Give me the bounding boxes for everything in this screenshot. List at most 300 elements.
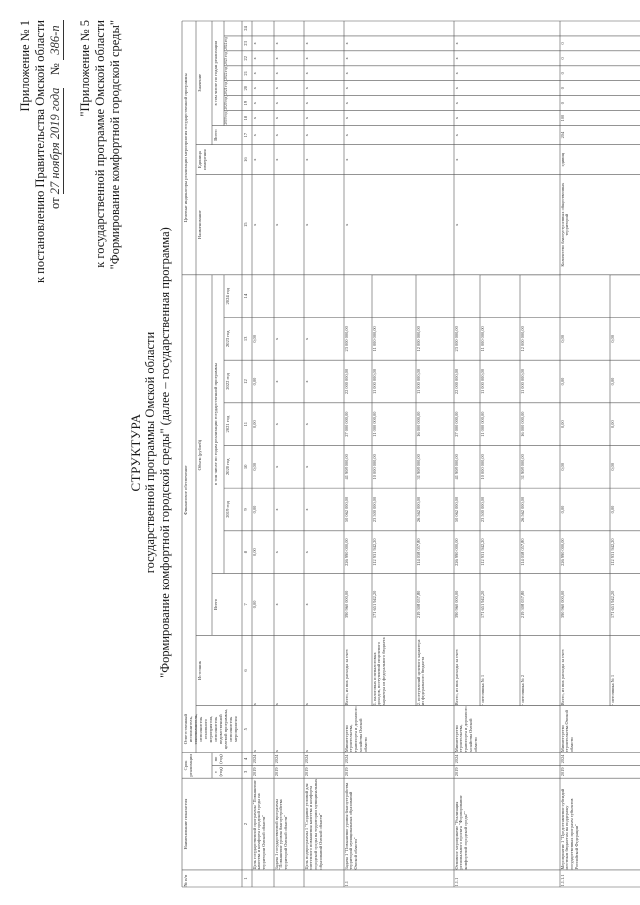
row-total-text: 219 308 057,80 [415,590,421,619]
title-line-3: "Формирование комфортной городской среды" (далее – государственная программа) [158,227,172,678]
row-year-value-text: 0,00 [609,377,615,386]
row-unit-text: единиц [559,152,565,167]
header-from-text: с (год) [212,767,223,777]
row-year-value-text: х [303,508,309,511]
row-name [561,779,610,870]
row-year-value-text: х [273,380,279,383]
row-unit-text: х [303,158,309,161]
header-value-year-text: 2023 год [223,51,228,65]
column-number [243,275,252,317]
row-year-value [305,446,344,488]
row-unit-text: х [273,158,279,161]
column-number-text: 6 [242,669,248,672]
row-to [345,753,372,765]
row-value-total [305,126,344,144]
row-executor [305,706,344,752]
row-source [373,636,416,705]
row-year-value [275,318,304,360]
header-year-text: 2023 год [224,330,230,348]
column-number-text: 23 [242,41,248,46]
column-number-text: 2 [242,822,248,826]
row-indicator-text: х [343,223,349,226]
column-number-text: 10 [242,464,248,470]
header-year [225,489,242,531]
row-indicator [305,175,344,274]
row-value-total-text: х [251,134,257,137]
row-value-year [275,96,304,110]
row-indicator-text: х [251,223,257,226]
column-number [243,111,252,125]
row-year-value-text: 0,00 [609,462,615,471]
header-to [213,753,242,765]
row-year-value [417,489,454,531]
row-from-text: 2019 [453,767,459,777]
row-to-text: 2024 [453,754,459,764]
column-number [243,145,252,174]
row-value-year [455,81,480,95]
annex-header [78,20,123,269]
header-name [183,779,242,870]
row-year-value [305,361,344,403]
row-year-value-text: х [273,551,279,554]
row-from [275,766,304,778]
row-name-text: Задача 1 "Повышение уровня благоустройства территорий муниципальных образований Омской области" [343,782,359,870]
row-year-value-text: 0,00 [609,505,615,514]
row-source-text: - источника № 1 [609,674,615,706]
row-executor [345,706,372,752]
header-value-year [225,66,242,80]
row-total-text: 171 651 942,20 [371,590,377,619]
row-year-value [481,446,520,488]
row-value-year [455,66,480,80]
title-structure: СТРУКТУРА [128,413,143,492]
row-year-value [521,531,560,573]
header-year [225,275,242,317]
header-year [225,403,242,445]
row-value-year-text: х [273,57,279,60]
row-year-value [345,489,372,531]
row-executor-text: Министерство строительства Омской области [559,710,575,753]
row-value-total [275,126,304,144]
row-unit-text: х [453,158,459,161]
column-number-text: 17 [242,132,248,138]
row-from [253,766,274,778]
row-source [521,636,560,705]
row-year-value [417,318,454,360]
column-number [243,318,252,360]
row-year-value [275,489,304,531]
row-total-text: 390 960 000,00 [453,590,459,619]
row-value-year [345,51,372,65]
row-value-year [455,51,480,65]
row-year-value [253,446,274,488]
row-year-value-text: 0,00 [251,334,257,343]
row-year-value-text: 226 990 000,00 [343,538,349,566]
column-number-text: 1 [242,877,248,880]
row-year-value [253,318,274,360]
row-year-value-text: 11 000 000,00 [371,411,377,437]
row-year-value [417,446,454,488]
row-executor [253,706,274,752]
row-value-year [305,51,344,65]
row-number-text: 1.1.1 [453,877,459,887]
row-source [253,636,274,705]
row-value-year [561,51,610,65]
row-year-value [481,361,520,403]
header-finance [183,275,196,705]
header-unit [197,145,242,174]
column-number-text: 7 [242,603,248,606]
row-value-year [455,96,480,110]
row-value-total [345,126,372,144]
column-number-text: 22 [242,56,248,61]
row-total [305,574,344,635]
row-value-year-text: х [251,102,257,105]
row-value-year-text: х [273,42,279,45]
document-title [128,0,173,905]
header-term-text: Срок реализации [182,754,193,777]
row-value-total [455,126,480,144]
row-year-value [481,531,520,573]
row-source-text: 1. налоговых и неналоговых доходов, поступлений нецелевого характера из федерального бюджета [371,637,387,706]
row-value-year-text: 0 [559,102,565,105]
row-year-value [345,361,372,403]
row-total-text: 219 308 057,80 [519,590,525,619]
header-value-year-text: 2019 год [223,111,228,125]
row-value-year-text: х [273,72,279,75]
row-value-year [561,96,610,110]
header-value-text: Значение [196,73,202,92]
row-year-value-text: 27 000 000,00 [343,411,349,437]
row-value-year-text: х [343,116,349,120]
row-year-value-text: 0,00 [251,377,257,386]
row-name-text: Цель государственной программы "Повышение качества и комфорта городской среды на территории Омской области" [251,780,267,870]
row-from-text: 2019 [273,767,279,777]
column-number-text: 11 [242,421,248,427]
row-value-year-text: х [303,57,309,60]
row-value-year-text: х [303,72,309,75]
header-indicator-name-text: Наименование [196,210,202,240]
row-year-value-text: 112 931 942,20 [371,538,377,566]
row-year-value [611,531,640,573]
row-year-value-text: х [303,337,309,340]
row-year-value [455,531,480,573]
row-year-value-text: 10 000 000,00 [479,454,485,480]
row-source-text: - источника № 2 [519,674,525,706]
column-number-text: 13 [242,336,248,342]
row-year-value-text: 0,00 [559,420,565,428]
row-year-value-text: 112 931 942,20 [609,538,615,566]
row-from-text: 2019 [559,767,565,777]
row-to-text: 2024 [343,754,349,764]
row-year-value-text: х [273,465,279,468]
row-name-text: Мероприятие 1 "Предоставление субсидий местным бюджетам на поддержку государственных программ субъектов Российской Федерации" [559,788,580,870]
row-to-text: 2024 [251,754,257,764]
row-year-value [561,446,610,488]
column-number-text: 16 [242,157,248,162]
row-year-value-text: 0,00 [609,420,615,428]
row-year-value-text: 114 058 057,80 [415,538,421,566]
row-name [253,779,274,870]
header-value-years [213,22,224,126]
row-year-value [561,361,610,403]
row-value-year-text: 0 [559,72,565,75]
row-year-value-text: 41 908 000,00 [343,454,349,480]
row-year-value-text: 114 058 057,80 [519,538,525,566]
header-year-text: 2024 год [224,287,230,305]
row-value-total-text: 204 [559,131,565,139]
column-number [243,66,252,80]
row-unit [253,145,274,174]
column-number [243,636,252,705]
row-year-value [305,403,344,445]
column-number [243,361,252,403]
header-indicators [183,22,196,275]
header-to-text: по (год) [212,754,223,764]
row-from [455,766,480,778]
row-value-total-text: х [453,134,459,137]
row-unit-text: х [251,158,257,161]
row-total [253,574,274,635]
row-value-year-text: х [343,42,349,45]
column-number [243,36,252,50]
row-year-value-text: х [303,465,309,468]
column-number [243,779,252,870]
annex-label: "Приложение № 5 [78,20,92,117]
row-source [561,636,610,705]
row-value-year [305,36,344,50]
row-to-text: 2024 [303,754,309,764]
row-year-value-text: 31 908 000,00 [415,454,421,480]
row-value-year [561,66,610,80]
row-value-year-text: х [343,102,349,105]
row-to [275,753,304,765]
row-value-year [561,36,610,50]
column-number [243,766,252,778]
row-value-year [455,36,480,50]
row-unit [275,145,304,174]
row-year-value-text: 41 908 000,00 [453,454,459,480]
row-year-value [521,489,560,531]
row-year-value [455,318,480,360]
header-year [225,446,242,488]
row-year-value [275,361,304,403]
row-value-year [253,111,274,125]
row-year-value-text: 0,00 [251,548,257,556]
header-no-text: № п/п [182,874,188,887]
header-amount-text: Объем (рублей) [196,439,202,471]
row-year-value [373,361,416,403]
row-to [305,753,344,765]
row-year-value [561,489,610,531]
row-value-year [305,96,344,110]
row-year-value-text: 27 000 000,00 [453,411,459,437]
row-value-year [561,81,610,95]
column-number-text: 18 [242,115,248,121]
row-year-value [373,318,416,360]
column-number [243,753,252,765]
row-year-value [481,318,520,360]
row-from [561,766,610,778]
header-name-text: Наименование показателя [182,798,188,850]
row-year-value [373,446,416,488]
row-year-value [253,489,274,531]
row-year-value [521,361,560,403]
row-value-year-text: 0 [559,42,565,45]
row-year-value-text: 0,00 [251,505,257,514]
row-value-year-text: х [453,57,459,60]
row-year-value [253,361,274,403]
row-year-value-text: 11 000 000,00 [415,368,421,395]
header-source [197,636,242,705]
row-total [345,574,372,635]
row-value-total-text: х [303,134,309,137]
row-year-value [345,446,372,488]
row-year-value-text: 23 000 000,00 [343,326,349,352]
row-year-value [611,361,640,403]
row-source [611,636,640,705]
row-total [275,574,304,635]
row-number [455,870,480,886]
row-year-value [611,446,640,488]
row-year-value-text: 112 931 942,20 [479,538,485,566]
header-total [213,574,242,635]
column-number-text: 4 [242,757,248,761]
header-value-year-text: 2021 год [223,81,228,95]
row-year-value-text: 0,00 [559,505,565,514]
column-number [243,574,252,635]
header-year [225,318,242,360]
header-term [183,753,212,778]
row-to-text: 2024 [559,754,565,764]
row-year-value [455,446,480,488]
row-year-value [253,531,274,573]
row-source [481,636,520,705]
row-year-value-text: 11 000 000,00 [519,368,525,395]
row-indicator-text: Количество благоустроенных общественных территорий [559,182,570,267]
row-indicator [253,175,274,274]
row-value-year-text: х [453,72,459,75]
row-value-year-text: х [251,87,257,90]
row-year-value [275,531,304,573]
row-to [455,753,480,765]
row-year-value [373,531,416,573]
row-source-text: 2. поступлений целевого характера из федерального бюджета [415,639,426,706]
column-number [243,446,252,488]
row-value-year [275,36,304,50]
row-year-value-text: 11 000 000,00 [371,326,377,352]
row-name [305,779,344,870]
row-value-year-text: х [343,57,349,60]
header-value-year [225,111,242,125]
row-value-year [253,81,274,95]
annex-program: к государственной программе Омской области [93,20,107,268]
row-source-text: Всего, из них расходы за счет: [559,648,565,706]
row-value-total-text: х [343,134,349,137]
row-year-value [455,489,480,531]
row-year-value-text: 11 000 000,00 [479,326,485,352]
row-source [275,636,304,705]
row-year-value [611,489,640,531]
row-total-text: 390 960 000,00 [343,590,349,619]
row-to-text: 2024 [273,754,279,764]
header-unit-text: Единица измерения [196,149,207,170]
row-value-year [345,111,372,125]
row-value-year-text: 0 [559,57,565,60]
row-indicator [275,175,304,274]
row-from [305,766,344,778]
row-indicator-text: х [273,223,279,226]
row-unit [305,145,344,174]
header-year-text: 2021 год [224,415,230,433]
row-year-value [521,318,560,360]
header-amount [197,275,212,634]
row-from-text: 2019 [343,767,349,777]
row-value-year-text: х [303,87,309,90]
row-executor-text: Министерство строительства, транспорта и дорожного хозяйства Омской области [453,706,478,753]
row-from [345,766,372,778]
row-executor [455,706,480,752]
row-executor-text: х [273,749,279,753]
row-value-year [345,81,372,95]
column-number [243,126,252,144]
row-year-value-text: 50 062 000,00 [343,496,349,523]
row-unit-text: х [343,158,349,161]
row-name-text: Основное мероприятие "Реализация регионального проекта "Формирование комфортной городской среды"" [453,795,469,870]
row-name [345,779,372,870]
row-indicator-text: х [303,223,309,226]
column-number-text: 5 [242,728,248,731]
row-year-value-text: 23 000 000,00 [453,326,459,352]
row-year-value-text: 10 000 000,00 [371,454,377,480]
column-number [243,531,252,573]
row-value-year-text: х [273,116,279,120]
row-year-value-text: 12 000 000,00 [415,326,421,352]
annex-program-name: "Формирование комфортной городской среды" [108,20,122,270]
row-year-value-text: х [273,337,279,340]
row-source-text: х [303,703,309,706]
row-year-value-text: х [303,423,309,426]
row-year-value [305,531,344,573]
row-year-value [611,403,640,445]
row-year-value-text: 226 990 000,00 [453,538,459,566]
row-to [561,753,610,765]
row-year-value [345,318,372,360]
header-value-year-text: 2024 год [223,36,228,50]
header-indicators-text: Целевые индикаторы реализации мероприятия государственной программы [182,73,188,223]
row-total [561,574,610,635]
column-number [243,489,252,531]
header-source-text: Источник [196,661,202,680]
header-no [183,870,242,886]
header-from [213,766,242,778]
row-year-value [345,531,372,573]
header-value-year [225,36,242,50]
row-year-value-text: 0,00 [559,334,565,343]
resolution-title: к постановлению Правительства Омской области [33,20,47,284]
row-value-year [345,36,372,50]
row-year-value [275,446,304,488]
resolution-date-line: от 27 ноября 2019 года № 386-п [48,20,64,283]
column-number-text: 19 [242,100,248,106]
row-year-value [275,403,304,445]
row-total-text: 171 651 942,20 [479,590,485,619]
header-indicator-name [197,175,242,274]
row-year-value [561,403,610,445]
row-total-text: х [303,603,309,606]
row-total [611,574,640,635]
row-year-value-text: 0,00 [559,377,565,386]
